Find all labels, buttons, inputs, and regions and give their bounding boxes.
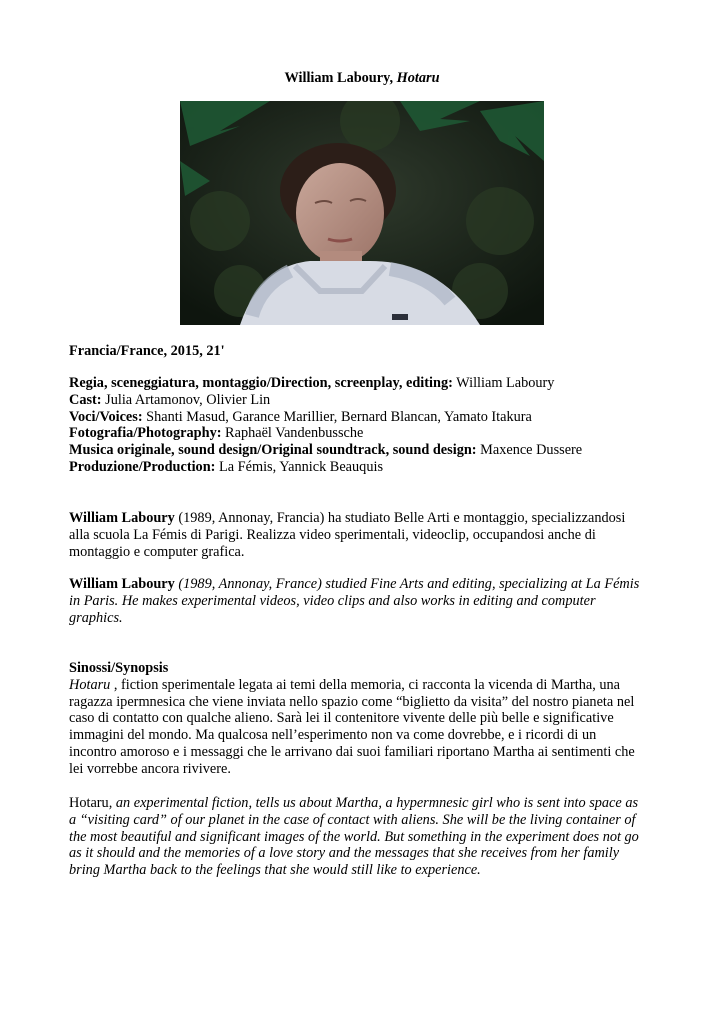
bio-en-name: William Laboury [69,576,175,592]
film-meta: Francia/France, 2015, 21' [69,343,225,359]
document-title [0,70,724,87]
bio-english: William Laboury (1989, Annonay, France) studied Fine Arts and editing, specializing at La Fémis in Paris. He makes experimental videos, video clips and also works in editing and computer graphics. [69,576,640,626]
credit-photography: Fotografia/Photography: Raphaël Vandenbussche [69,425,364,442]
credit-cast: Cast: Julia Artamonov, Olivier Lin [69,391,271,408]
title-author: William Laboury, [284,70,394,86]
film-still-icon [180,101,544,325]
title-film: Hotaru [396,70,440,86]
bio-it-name: William Laboury [69,510,175,526]
bio-italian: William Laboury (1989, Annonay, Francia) ha studiato Belle Arti e montaggio, specializzandosi alla scuola La Fémis di Parigi. Realizza video sperimentali, videoclip, occupandosi anche di montaggio e computer grafica. [69,510,626,560]
credit-production: Produzione/Production: La Fémis, Yannick Beauquis [69,458,384,475]
credits-list [69,375,659,476]
credit-music: Musica originale, sound design/Original soundtrack, sound design: Maxence Dussere [69,442,583,459]
film-still-image [180,101,544,325]
credit-direction: Regia, sceneggiatura, montaggio/Direction, screenplay, editing: William Laboury [69,375,555,391]
synopsis-heading: Sinossi/Synopsis [69,660,169,676]
synopsis-italian: Sinossi/Synopsis Hotaru , fiction sperimentale legata ai temi della memoria, ci racconta la vicenda di Martha, una ragazza ipermnesica che viene inviata nello spazio come “biglietto da visita” del nostro pianeta nel caso di contatto con qualche alieno. Sarà lei il contenitore vivente delle più belle e significative immagini del mondo. Ma qualcosa nell’esperimento non va come dovrebbe, e i ricordi di un incontro amoroso e i messaggi che le arrivano dai suoi familiari riportano Martha ai sentimenti che lei vorrebbe ancora rivivere. [69,660,659,778]
synopsis-english: Hotaru, an experimental fiction, tells us about Martha, a hypermnesic girl who is sent into space as a “visiting card” of our planet in the case of contact with aliens. She will be the living container of the most beautiful and significant images of the world. But something in the experiment does not go as it should and the memories of a love story and the messages that she receives from her family bring Martha back to the feelings that she would still like to experience. [69,795,639,879]
credit-voices: Voci/Voices: Shanti Masud, Garance Marillier, Bernard Blancan, Yamato Itakura [69,408,532,425]
